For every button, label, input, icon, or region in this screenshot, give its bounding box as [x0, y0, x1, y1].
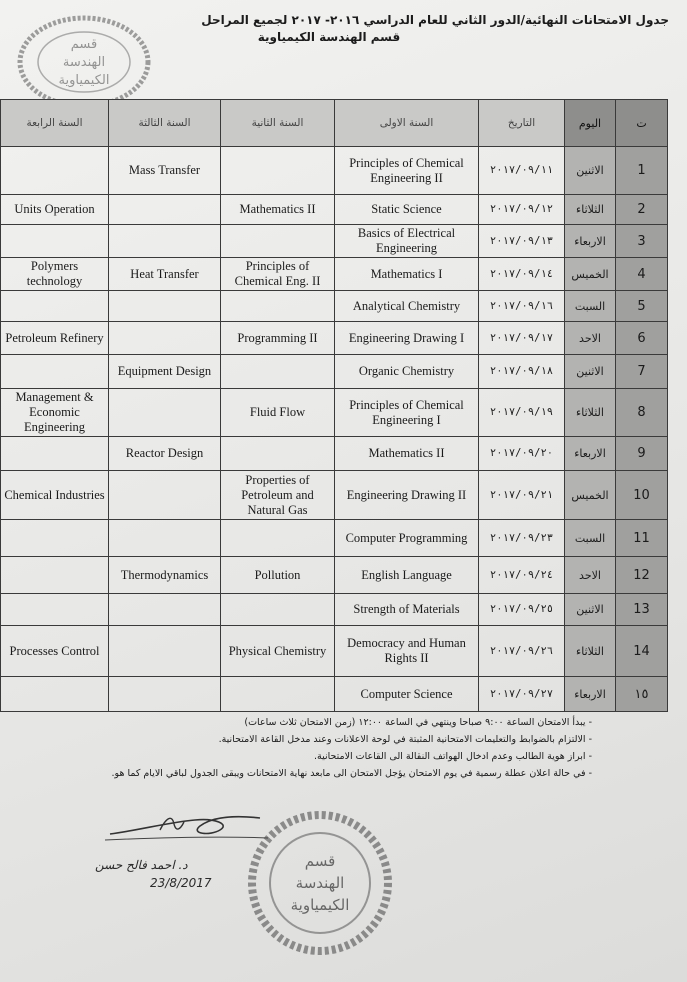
cell-year4	[1, 225, 109, 258]
cell-day: الاحد	[565, 322, 616, 355]
header-year3: السنة الثالثة	[109, 100, 221, 147]
cell-year4: Units Operation	[1, 195, 109, 225]
cell-number: 11	[616, 520, 668, 557]
cell-day: الاحد	[565, 557, 616, 594]
note-item: - الالتزام بالضوابط والتعليمات الامتحانية المثبتة في لوحة الاعلانات وعند مدخل القاعة الامتحانية.	[72, 731, 592, 748]
table-row	[1, 147, 668, 195]
cell-number: 7	[616, 355, 668, 389]
svg-text:الهندسة: الهندسة	[295, 874, 345, 892]
cell-year1: Mathematics I	[335, 258, 479, 291]
cell-number: 13	[616, 594, 668, 626]
cell-year2: Physical Chemistry	[221, 626, 335, 677]
cell-year1: Democracy and Human Rights II	[335, 626, 479, 677]
cell-day: الخميس	[565, 471, 616, 520]
cell-year3: Heat Transfer	[109, 258, 221, 291]
cell-year2	[221, 355, 335, 389]
cell-number: 1	[616, 147, 668, 195]
cell-day: الثلاثاء	[565, 389, 616, 437]
cell-year4	[1, 355, 109, 389]
department-stamp-bottom	[245, 808, 395, 958]
cell-year3	[109, 677, 221, 712]
cell-number: 8	[616, 389, 668, 437]
cell-day: السبت	[565, 291, 616, 322]
cell-year2: Mathematics II	[221, 195, 335, 225]
cell-number: 14	[616, 626, 668, 677]
cell-year4	[1, 437, 109, 471]
cell-year3: Mass Transfer	[109, 147, 221, 195]
cell-date: ٢٠١٧/٠٩/١٩	[479, 389, 565, 437]
cell-date: ٢٠١٧/٠٩/١٨	[479, 355, 565, 389]
svg-text:الكيمياوية: الكيمياوية	[58, 73, 110, 88]
table-row	[1, 677, 668, 712]
cell-year1: English Language	[335, 557, 479, 594]
cell-year1: Engineering Drawing II	[335, 471, 479, 520]
table-row	[1, 355, 668, 389]
cell-year1: Computer Science	[335, 677, 479, 712]
cell-year1: Principles of Chemical Engineering II	[335, 147, 479, 195]
cell-day: الاثنين	[565, 147, 616, 195]
svg-text:الهندسة: الهندسة	[62, 55, 106, 70]
cell-year3	[109, 291, 221, 322]
cell-year3	[109, 225, 221, 258]
cell-year4: Polymers technology	[1, 258, 109, 291]
cell-number: 12	[616, 557, 668, 594]
table-row	[1, 437, 668, 471]
cell-number: 5	[616, 291, 668, 322]
cell-day: الاربعاء	[565, 225, 616, 258]
header-day: اليوم	[565, 100, 616, 147]
header-year1: السنة الاولى	[335, 100, 479, 147]
note-item: - في حالة اعلان عطلة رسمية في يوم الامتحان يؤجل الامتحان الى مابعد نهاية الامتحانات ويبقى الجدول لباقي الايام كما هو.	[72, 765, 592, 782]
cell-year2: Properties of Petroleum and Natural Gas	[221, 471, 335, 520]
cell-year3	[109, 626, 221, 677]
svg-text:قسم: قسم	[70, 37, 98, 52]
cell-year2	[221, 147, 335, 195]
cell-day: الخميس	[565, 258, 616, 291]
cell-date: ٢٠١٧/٠٩/١٣	[479, 225, 565, 258]
cell-day: السبت	[565, 520, 616, 557]
table-row	[1, 557, 668, 594]
table-row	[1, 195, 668, 225]
cell-year1: Engineering Drawing I	[335, 322, 479, 355]
department-name: قسم الهندسة الكيمياوية	[257, 30, 401, 44]
cell-year4: Petroleum Refinery	[1, 322, 109, 355]
table-row	[1, 471, 668, 520]
cell-year2: Principles of Chemical Eng. II	[221, 258, 335, 291]
cell-day: الثلاثاء	[565, 626, 616, 677]
table-row	[1, 258, 668, 291]
cell-year1: Analytical Chemistry	[335, 291, 479, 322]
cell-year2	[221, 291, 335, 322]
cell-date: ٢٠١٧/٠٩/٢٧	[479, 677, 565, 712]
cell-year3	[109, 520, 221, 557]
cell-year4	[1, 520, 109, 557]
table-row	[1, 322, 668, 355]
cell-year4	[1, 677, 109, 712]
cell-year1: Static Science	[335, 195, 479, 225]
cell-year1: Computer Programming	[335, 520, 479, 557]
cell-day: الاثنين	[565, 355, 616, 389]
cell-year4: Management & Economic Engineering	[1, 389, 109, 437]
cell-year3: Equipment Design	[109, 355, 221, 389]
cell-year4	[1, 594, 109, 626]
schedule-title: جدول الامتحانات النهائية/الدور الثاني للعام الدراسي ٢٠١٦- ٢٠١٧ لجميع المراحل	[201, 13, 669, 27]
cell-date: ٢٠١٧/٠٩/١٤	[479, 258, 565, 291]
cell-number: 4	[616, 258, 668, 291]
cell-year4: Chemical Industries	[1, 471, 109, 520]
header-year2: السنة الثانية	[221, 100, 335, 147]
cell-year1: Principles of Chemical Engineering I	[335, 389, 479, 437]
cell-date: ٢٠١٧/٠٩/٢٥	[479, 594, 565, 626]
cell-year3: Thermodynamics	[109, 557, 221, 594]
cell-year2	[221, 225, 335, 258]
cell-year4	[1, 147, 109, 195]
cell-year3	[109, 594, 221, 626]
cell-number: 2	[616, 195, 668, 225]
cell-number: 3	[616, 225, 668, 258]
cell-number: ١٥	[616, 677, 668, 712]
header-year4: السنة الرابعة	[1, 100, 109, 147]
cell-year1: Basics of Electrical Engineering	[335, 225, 479, 258]
cell-year4: Processes Control	[1, 626, 109, 677]
cell-year2	[221, 520, 335, 557]
cell-year2: Fluid Flow	[221, 389, 335, 437]
cell-year3	[109, 389, 221, 437]
cell-date: ٢٠١٧/٠٩/٢٦	[479, 626, 565, 677]
cell-year3	[109, 195, 221, 225]
cell-year1: Organic Chemistry	[335, 355, 479, 389]
cell-year2	[221, 677, 335, 712]
cell-number: 9	[616, 437, 668, 471]
cell-date: ٢٠١٧/٠٩/١٦	[479, 291, 565, 322]
cell-year3	[109, 471, 221, 520]
cell-day: الثلاثاء	[565, 195, 616, 225]
cell-date: ٢٠١٧/٠٩/٢٤	[479, 557, 565, 594]
table-row	[1, 389, 668, 437]
table-header-row	[1, 100, 668, 147]
cell-day: الاثنين	[565, 594, 616, 626]
cell-date: ٢٠١٧/٠٩/١٧	[479, 322, 565, 355]
note-item: - يبدأ الامتحان الساعة ٩:٠٠ صباحا وينتهي في الساعة ١٢:٠٠ (زمن الامتحان ثلاث ساعات)	[72, 714, 592, 731]
svg-text:قسم: قسم	[304, 852, 336, 870]
table-row	[1, 291, 668, 322]
cell-year3	[109, 322, 221, 355]
cell-year1: Mathematics II	[335, 437, 479, 471]
cell-year2: Pollution	[221, 557, 335, 594]
table-row	[1, 626, 668, 677]
table-row	[1, 520, 668, 557]
header-date: التاريخ	[479, 100, 565, 147]
table-row	[1, 594, 668, 626]
document-header	[149, 12, 669, 46]
cell-year4	[1, 291, 109, 322]
cell-number: 6	[616, 322, 668, 355]
cell-year2: Programming II	[221, 322, 335, 355]
cell-year4	[1, 557, 109, 594]
cell-year1: Strength of Materials	[335, 594, 479, 626]
cell-day: الاربعاء	[565, 437, 616, 471]
exam-notes	[72, 714, 592, 782]
note-item: - ابراز هوية الطالب وعدم ادخال الهواتف النقالة الى القاعات الامتحانية.	[72, 748, 592, 765]
cell-year2	[221, 437, 335, 471]
cell-date: ٢٠١٧/٠٩/٢١	[479, 471, 565, 520]
cell-date: ٢٠١٧/٠٩/٢٣	[479, 520, 565, 557]
signature-date: 23/8/2017	[150, 876, 212, 890]
cell-day: الاربعاء	[565, 677, 616, 712]
cell-date: ٢٠١٧/٠٩/١٢	[479, 195, 565, 225]
cell-number: 10	[616, 471, 668, 520]
cell-date: ٢٠١٧/٠٩/١١	[479, 147, 565, 195]
header-number: ت	[616, 100, 668, 147]
table-row	[1, 225, 668, 258]
cell-year3: Reactor Design	[109, 437, 221, 471]
cell-year2	[221, 594, 335, 626]
cell-date: ٢٠١٧/٠٩/٢٠	[479, 437, 565, 471]
exam-schedule-table	[0, 99, 668, 712]
svg-text:الكيمياوية: الكيمياوية	[290, 896, 350, 914]
signatory-name: د. احمد فالح حسن	[95, 858, 188, 872]
